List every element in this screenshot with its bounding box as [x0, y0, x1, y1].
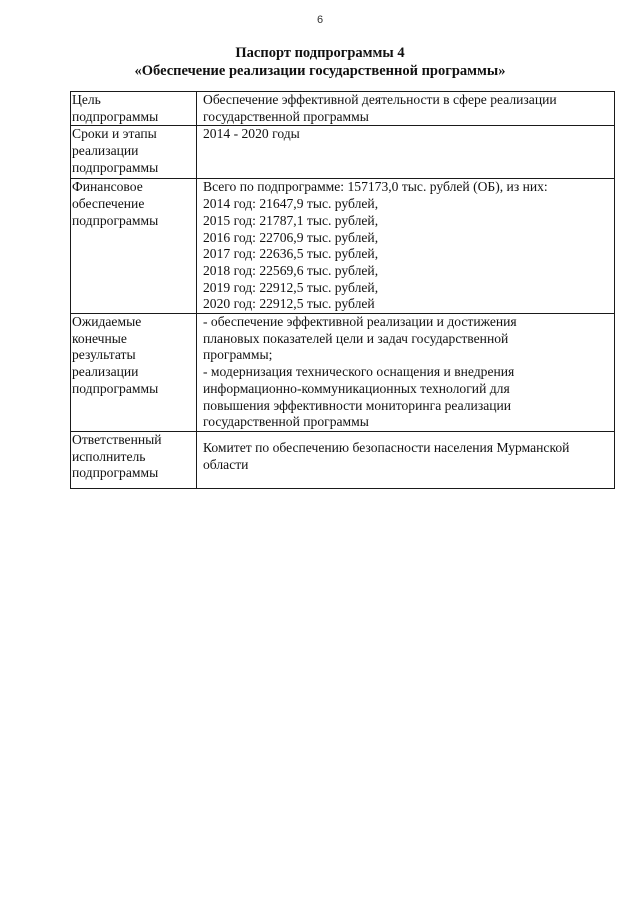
finance-year-line: 2018 год: 22569,6 тыс. рублей,: [203, 262, 379, 278]
finance-year-line: 2014 год: 21647,9 тыс. рублей,: [203, 196, 379, 212]
finance-year-line: 2016 год: 22706,9 тыс. рублей,: [203, 229, 379, 245]
label-line: подпрограммы: [72, 108, 159, 124]
value-line: государственной программы: [203, 414, 369, 430]
value-line: повышения эффективности мониторинга реализации: [203, 397, 512, 413]
value-cell-responsible: [197, 431, 615, 488]
title-line-2: «Обеспечение реализации государственной программы»: [134, 63, 506, 79]
label-line: реализации: [72, 143, 139, 159]
value-cell-finance: [197, 179, 615, 314]
value-line: Обеспечение эффективной деятельности в сфере реализации: [203, 92, 557, 107]
label-cell-results: [71, 314, 197, 432]
label-line: подпрограммы: [72, 159, 159, 175]
value-line: - обеспечение эффективной реализации и достижения: [203, 314, 517, 330]
finance-year-line: 2017 год: 22636,5 тыс. рублей,: [203, 246, 379, 262]
finance-year-line: 2020 год: 22912,5 тыс. рублей: [203, 296, 375, 312]
value-line: Комитет по обеспечению безопасности населения Мурманской: [203, 439, 570, 455]
label-line: реализации: [72, 364, 139, 380]
value-line: информационно-коммуникационных технологий для: [203, 380, 510, 396]
label-cell-goal: [71, 92, 197, 126]
finance-year-line: 2019 год: 22912,5 тыс. рублей,: [203, 279, 379, 295]
value-cell-dates: [197, 126, 615, 179]
value-cell-results: [197, 314, 615, 432]
document-title: [0, 44, 640, 80]
value-line: 2014 - 2020 годы: [203, 126, 300, 142]
table-row-responsible: [71, 431, 615, 488]
label-cell-finance: [71, 179, 197, 314]
value-line: государственной программы: [203, 108, 369, 124]
value-cell-goal: [197, 92, 615, 126]
label-line: результаты: [72, 347, 136, 363]
label-line: обеспечение: [72, 196, 145, 212]
table-row-goal: [71, 92, 615, 126]
table-row-finance: [71, 179, 615, 314]
label-line: Цель: [72, 92, 101, 107]
finance-total-line: Всего по подпрограмме: 157173,0 тыс. рублей (ОБ), из них:: [203, 179, 548, 195]
label-cell-dates: [71, 126, 197, 179]
value-line: плановых показателей цели и задач государственной: [203, 330, 509, 346]
label-line: Ответственный: [72, 431, 162, 447]
value-line: области: [203, 456, 249, 472]
table-row-dates: [71, 126, 615, 179]
label-cell-responsible: [71, 431, 197, 488]
label-line: подпрограммы: [72, 212, 159, 228]
label-line: конечные: [72, 330, 127, 346]
label-line: подпрограммы: [72, 380, 159, 396]
label-line: исполнитель: [72, 448, 146, 464]
passport-table: [70, 91, 615, 489]
page-number: 6: [316, 14, 324, 26]
table-row-results: [71, 314, 615, 432]
title-line-1: Паспорт подпрограммы 4: [235, 45, 405, 61]
value-line: - модернизация технического оснащения и внедрения: [203, 364, 515, 380]
label-line: Сроки и этапы: [72, 126, 157, 142]
label-line: Ожидаемые: [72, 314, 142, 330]
label-line: Финансовое: [72, 179, 143, 195]
finance-year-line: 2015 год: 21787,1 тыс. рублей,: [203, 212, 379, 228]
label-line: подпрограммы: [72, 465, 159, 481]
value-line: программы;: [203, 347, 273, 363]
